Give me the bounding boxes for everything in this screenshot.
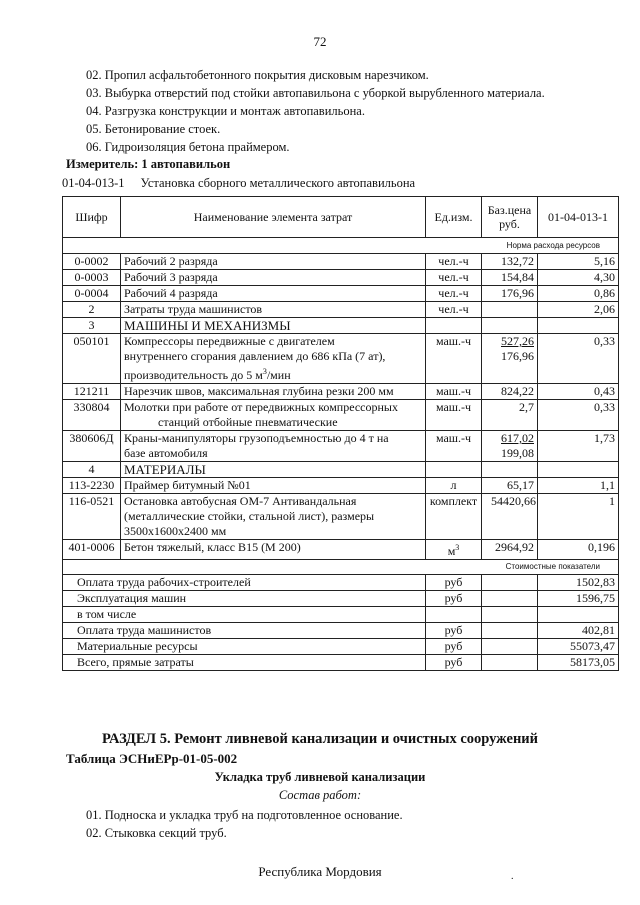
header-unit: Ед.изм. xyxy=(426,197,482,238)
summary-row xyxy=(63,591,619,607)
table-row xyxy=(63,478,619,494)
cell-value: 1,73 xyxy=(538,431,619,462)
cell-name-tail: /мин xyxy=(266,368,291,382)
table-row xyxy=(63,286,619,302)
summary-unit: руб xyxy=(426,623,482,639)
summary-row xyxy=(63,623,619,639)
table-name: Установка сборного металлического автопавильона xyxy=(140,176,416,190)
table-row xyxy=(63,400,619,431)
table-row xyxy=(63,270,619,286)
header-price xyxy=(482,197,538,238)
summary-value xyxy=(538,607,619,623)
work-item: 02. Стыковка секций труб. xyxy=(86,826,227,840)
summary-unit: руб xyxy=(426,575,482,591)
work-item: 04. Разгрузка конструкции и монтаж автопавильона. xyxy=(86,104,365,118)
table-row xyxy=(63,540,619,560)
cell-unit: маш.-ч xyxy=(426,431,482,462)
summary-row xyxy=(63,639,619,655)
cell-value: 4,30 xyxy=(538,270,619,286)
section-title: РАЗДЕЛ 5. Ремонт ливневой канализации и очистных сооружений xyxy=(101,731,539,747)
cell-name: Рабочий 3 разряда xyxy=(121,270,426,286)
cell-name: Бетон тяжелый, класс В15 (М 200) xyxy=(121,540,426,560)
cell-name: Праймер битумный №01 xyxy=(121,478,426,494)
cell-code: 330804 xyxy=(63,400,121,431)
cell-code: 4 xyxy=(63,462,121,478)
measure-unit: Измеритель: 1 автопавильон xyxy=(66,157,231,171)
table-header-row xyxy=(63,197,619,238)
summary-name: Эксплуатация машин xyxy=(63,591,426,607)
cell-code: 0-0003 xyxy=(63,270,121,286)
cell-name: Затраты труда машинистов xyxy=(121,302,426,318)
cell-unit: маш.-ч xyxy=(426,384,482,400)
cell-name-l3: производительность до 5 м xyxy=(124,368,263,382)
cell-name-l1: Компрессоры передвижные с двигателем xyxy=(124,334,335,348)
cell-name-l1: Остановка автобусная ОМ-7 Антивандальная xyxy=(124,494,357,508)
cell-unit-sup: 3 xyxy=(455,543,460,552)
cell-price-main: 527,26 xyxy=(501,334,534,348)
summary-unit: руб xyxy=(426,655,482,671)
cell-unit: маш.-ч xyxy=(426,400,482,431)
table-section-row xyxy=(63,318,619,334)
summary-name: Материальные ресурсы xyxy=(63,639,426,655)
summary-row xyxy=(63,655,619,671)
cell-value: 0,86 xyxy=(538,286,619,302)
table-label: Таблица ЭСНиЕРр-01-05-002 xyxy=(66,751,238,766)
table-row xyxy=(63,494,619,540)
cell-unit: л xyxy=(426,478,482,494)
cell-name-l2: (металлические стойки, стальной лист), размеры xyxy=(124,509,375,523)
cell-price: 176,96 xyxy=(482,286,538,302)
cell-name xyxy=(121,334,426,384)
norm-header-row xyxy=(63,238,619,254)
cell-name: Рабочий 2 разряда xyxy=(121,254,426,270)
summary-value: 58173,05 xyxy=(538,655,619,671)
cell-name-l2: внутреннего сгорания давлением до 686 кПа (7 ат), xyxy=(124,349,386,363)
cost-header-row xyxy=(63,560,619,575)
summary-row xyxy=(63,607,619,623)
summary-row xyxy=(63,575,619,591)
table-row xyxy=(63,334,619,384)
cell-price: 154,84 xyxy=(482,270,538,286)
cell-name xyxy=(121,400,426,431)
cell-unit-base: м xyxy=(447,544,456,558)
cell-code: 113-2230 xyxy=(63,478,121,494)
cell-unit xyxy=(426,540,482,560)
cell-code: 0-0004 xyxy=(63,286,121,302)
cell-value: 0,33 xyxy=(538,400,619,431)
norm-header: Норма расхода ресурсов xyxy=(63,238,619,254)
cell-value: 2,06 xyxy=(538,302,619,318)
cell-code: 3 xyxy=(63,318,121,334)
cell-name xyxy=(121,494,426,540)
cell-unit: маш.-ч xyxy=(426,334,482,384)
summary-name: Оплата труда рабочих-строителей xyxy=(63,575,426,591)
work-item: 05. Бетонирование стоек. xyxy=(86,122,221,136)
cell-unit: чел.-ч xyxy=(426,302,482,318)
work-item: 01. Подноска и укладка труб на подготовленное основание. xyxy=(86,808,403,822)
table-caption xyxy=(62,176,415,191)
summary-name: в том числе xyxy=(63,607,426,623)
cell-value: 0,33 xyxy=(538,334,619,384)
summary-value: 1502,83 xyxy=(538,575,619,591)
cell-name-l1: Краны-манипуляторы грузоподъемностью до 4 т на xyxy=(124,431,389,445)
cell-name-l1: Молотки при работе от передвижных компрессорных xyxy=(124,400,398,414)
cell-value: 5,16 xyxy=(538,254,619,270)
header-norm: 01-04-013-1 xyxy=(538,197,619,238)
cell-code: 0-0002 xyxy=(63,254,121,270)
cost-table xyxy=(62,196,619,671)
cell-name-l3: 3500х1600х2400 мм xyxy=(124,524,227,538)
summary-name: Всего, прямые затраты xyxy=(63,655,426,671)
cell-price: 2,7 xyxy=(482,400,538,431)
cell-price: 2964,92 xyxy=(482,540,538,560)
cell-price-sub: 176,96 xyxy=(501,349,534,363)
table-row xyxy=(63,302,619,318)
cell-name: Рабочий 4 разряда xyxy=(121,286,426,302)
cell-unit: комплект xyxy=(426,494,482,540)
cell-value: 0,196 xyxy=(538,540,619,560)
cell-price: 65,17 xyxy=(482,478,538,494)
summary-value: 402,81 xyxy=(538,623,619,639)
summary-unit: руб xyxy=(426,591,482,607)
summary-value: 55073,47 xyxy=(538,639,619,655)
table-subtitle: Укладка труб ливневой канализации xyxy=(214,770,426,784)
cell-price xyxy=(482,431,538,462)
cell-value: 0,43 xyxy=(538,384,619,400)
cell-name xyxy=(121,431,426,462)
cell-unit: чел.-ч xyxy=(426,254,482,270)
table-row xyxy=(63,254,619,270)
header-name: Наименование элемента затрат xyxy=(121,197,426,238)
cell-price xyxy=(482,334,538,384)
header-price-l1: Баз.цена xyxy=(487,203,532,217)
cell-price-sub: 199,08 xyxy=(501,446,534,460)
summary-name: Оплата труда машинистов xyxy=(63,623,426,639)
page-number: 72 xyxy=(313,34,327,49)
cell-unit: чел.-ч xyxy=(426,270,482,286)
cost-header: Стоимостные показатели xyxy=(63,560,619,575)
table-row xyxy=(63,384,619,400)
header-price-l2: руб. xyxy=(499,217,520,231)
footer-dot: . xyxy=(511,871,514,882)
cell-name-l2: базе автомобиля xyxy=(124,446,208,460)
summary-value: 1596,75 xyxy=(538,591,619,607)
summary-unit xyxy=(426,607,482,623)
cell-price: 824,22 xyxy=(482,384,538,400)
cell-price: 54420,66 xyxy=(482,494,538,540)
cell-price: 132,72 xyxy=(482,254,538,270)
cell-name-sup: 3 xyxy=(262,367,267,376)
header-code: Шифр xyxy=(63,197,121,238)
cell-price xyxy=(482,302,538,318)
cell-value: 1,1 xyxy=(538,478,619,494)
summary-unit: руб xyxy=(426,639,482,655)
section-heading: МАШИНЫ И МЕХАНИЗМЫ xyxy=(121,318,426,334)
section-heading: МАТЕРИАЛЫ xyxy=(121,462,426,478)
cell-code: 121211 xyxy=(63,384,121,400)
cell-name-l2: станций отбойные пневматические xyxy=(158,415,338,429)
cell-unit: чел.-ч xyxy=(426,286,482,302)
cell-code: 116-0521 xyxy=(63,494,121,540)
footer-region: Республика Мордовия xyxy=(258,864,382,879)
work-item: 02. Пропил асфальтобетонного покрытия дисковым нарезчиком. xyxy=(86,68,429,82)
cell-value: 1 xyxy=(538,494,619,540)
work-item: 06. Гидроизоляция бетона праймером. xyxy=(86,140,290,154)
cell-code: 050101 xyxy=(63,334,121,384)
cell-price-main: 617,02 xyxy=(501,431,534,445)
table-code: 01-04-013-1 xyxy=(62,176,125,190)
cell-code: 2 xyxy=(63,302,121,318)
cell-code: 380606Д xyxy=(63,431,121,462)
cell-code: 401-0006 xyxy=(63,540,121,560)
table-row xyxy=(63,431,619,462)
work-item: 03. Выбурка отверстий под стойки автопавильона с уборкой вырубленного материала. xyxy=(86,86,545,100)
table-section-row xyxy=(63,462,619,478)
composition-heading: Состав работ: xyxy=(278,788,362,802)
cell-name: Нарезчик швов, максимальная глубина резки 200 мм xyxy=(121,384,426,400)
